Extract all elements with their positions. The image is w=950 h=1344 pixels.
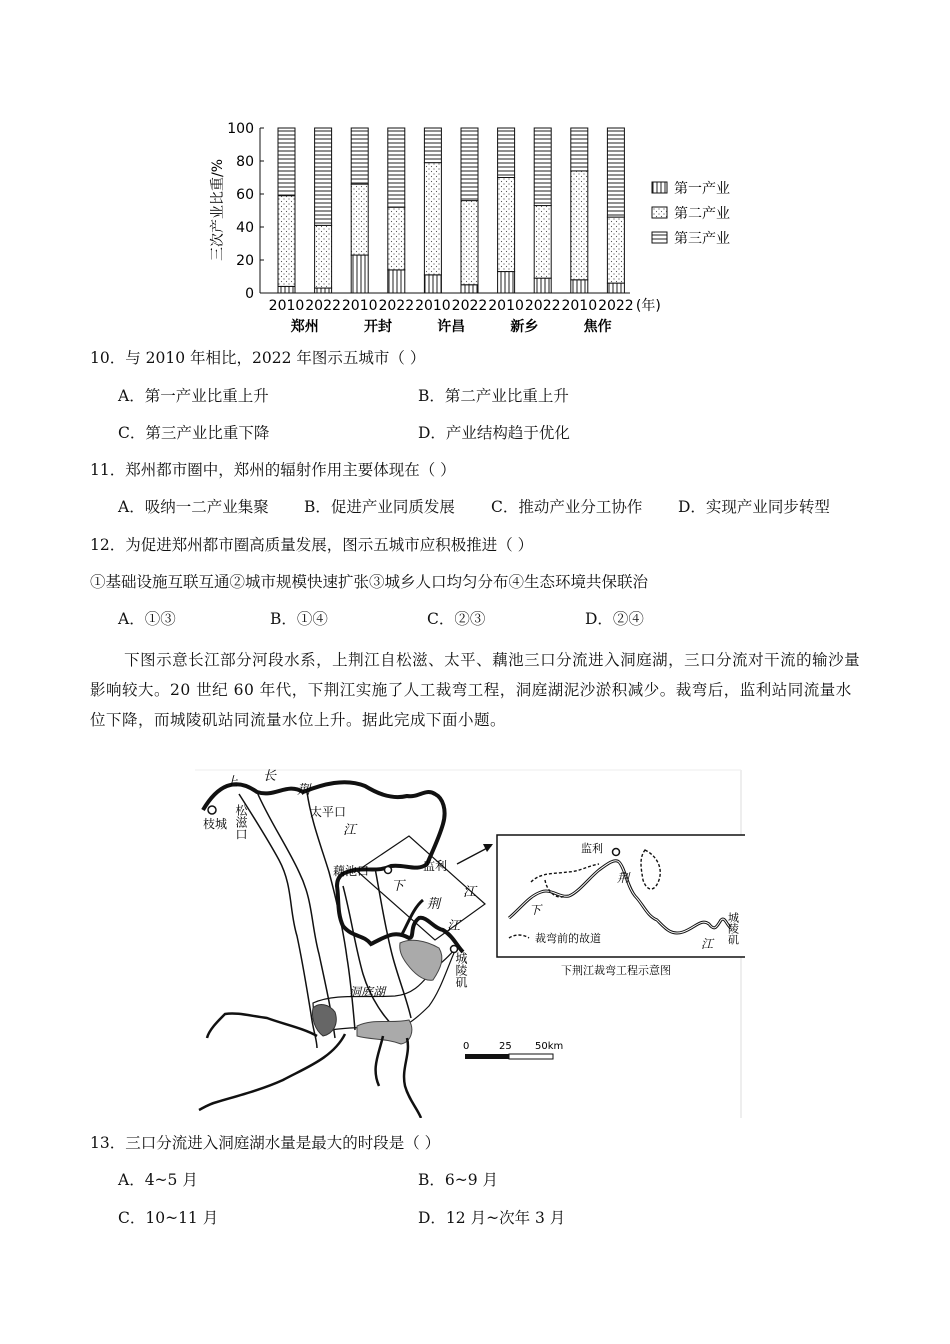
map-label-xia: 下 — [391, 879, 405, 894]
x-tick-label: 2022 — [451, 298, 488, 314]
industry-structure-chart — [200, 110, 760, 340]
legend-label: 第三产业 — [674, 231, 730, 247]
x-tick-label: 2022 — [598, 298, 634, 314]
map-label-dongtinghu: 洞庭湖 — [349, 985, 386, 999]
bar-segment — [461, 201, 478, 285]
inset-label-jiang: 江 — [701, 937, 714, 951]
x-tick-label: 2010 — [268, 298, 305, 314]
y-tick-label: 20 — [236, 253, 254, 269]
scale-tick-0: 0 — [463, 1041, 470, 1052]
bar-segment — [351, 255, 368, 293]
x-tick-label: 2022 — [524, 298, 561, 314]
inset-legend-old-channel: 裁弯前的故道 — [535, 932, 601, 945]
q11-option-b: B．促进产业同质发展 — [304, 498, 455, 516]
q10-option-d: D．产业结构趋于优化 — [418, 424, 570, 442]
map-label-taipingkou: 太平口 — [310, 805, 347, 819]
bar-segment — [424, 163, 441, 275]
map-label-jiang-lower: 江 — [463, 885, 477, 900]
q10-option-a: A．第一产业比重上升 — [118, 387, 269, 405]
question-10-stem: 10．与 2010 年相比，2022 年图示五城市（ ） — [90, 349, 426, 367]
legend-swatch — [652, 182, 667, 193]
bar-segment — [388, 207, 405, 270]
city-label: 焦作 — [583, 319, 612, 335]
inset-label-chenglingji: 城陵矶 — [726, 912, 740, 945]
map-label-jing-upper: 荆 — [297, 783, 311, 798]
map-label-jiang-upper: 江 — [343, 823, 357, 838]
legend-label: 第二产业 — [674, 206, 730, 222]
bar-segment — [461, 128, 478, 201]
q12-option-d: D．②④ — [585, 610, 644, 628]
question-12-stem: 12．为促进郑州都市圈高质量发展，图示五城市应积极推进（ ） — [90, 536, 534, 554]
inset-title: 下荆江裁弯工程示意图 — [561, 964, 671, 977]
bar-segment — [278, 286, 295, 293]
y-tick-label: 60 — [236, 187, 254, 203]
q13-option-a: A．4~5 月 — [118, 1171, 198, 1189]
passage: 下图示意长江部分河段水系，上荆江自松滋、太平、藕池三口分流进入洞庭湖，三口分流对干流的输沙量影响较大。20 世纪 60 年代，下荆江实施了人工裁弯工程，洞庭湖泥沙淤积减少。裁弯后，监利站同流量水位下降，而城陵矶站同流量水位上升。据此完成下面小题。 — [90, 651, 861, 729]
q10-option-c: C．第三产业比重下降 — [118, 424, 270, 442]
q10-option-b: B．第二产业比重上升 — [418, 387, 569, 405]
x-tick-label: 2010 — [341, 298, 378, 314]
bar-segment — [315, 225, 332, 288]
bar-segment — [278, 196, 295, 287]
bar-segment — [461, 285, 478, 293]
legend-swatch — [652, 207, 667, 218]
scale-tick-25: 25 — [499, 1041, 512, 1052]
bar-segment — [571, 280, 588, 293]
inset-cutoff-diagram — [497, 835, 745, 977]
yangtze-jingjiang-map — [195, 768, 745, 1118]
bar-segment — [424, 275, 441, 293]
map-label-jing-lower: 荆 — [427, 897, 441, 912]
bar-segment — [571, 171, 588, 280]
legend-label: 第一产业 — [674, 181, 730, 197]
inset-label-jing: 荆 — [617, 871, 630, 885]
q11-option-d: D．实现产业同步转型 — [678, 498, 830, 516]
x-tick-label: 2010 — [561, 298, 598, 314]
y-tick-label: 0 — [245, 286, 254, 302]
legend-swatch — [652, 232, 667, 243]
bar-segment — [388, 128, 405, 207]
bar-segment — [607, 128, 624, 217]
y-axis-label: 三次产业比重/% — [210, 158, 226, 262]
city-label: 郑州 — [290, 319, 319, 335]
question-11-stem: 11．郑州都市圈中，郑州的辐射作用主要体现在（ ） — [90, 461, 456, 479]
x-tick-label: 2010 — [415, 298, 451, 314]
q12-statements: ①基础设施互联互通②城市规模快速扩张③城乡人口均匀分布④生态环境共保联治 — [90, 573, 649, 591]
map-label-jianli: 监利 — [423, 859, 448, 873]
map-label-chang: 长 — [263, 769, 277, 784]
question-13-stem: 13．三口分流进入洞庭湖水量是最大的时段是（ ） — [90, 1134, 441, 1152]
map-label-zhicheng: 枝城 — [203, 817, 228, 831]
x-year-unit: (年) — [635, 298, 661, 314]
q13-option-b: B．6~9 月 — [418, 1171, 499, 1189]
q11-option-c: C．推动产业分工协作 — [491, 498, 643, 516]
bar-segment — [534, 206, 551, 279]
bar-segment — [498, 272, 515, 293]
q12-option-c: C．②③ — [427, 610, 486, 628]
map-label-chenglingji: 城陵矶 — [454, 952, 468, 988]
bar-segment — [351, 184, 368, 255]
x-tick-label: 2022 — [378, 298, 415, 314]
bar-segment — [498, 128, 515, 178]
q13-option-d: D．12 月~次年 3 月 — [418, 1209, 566, 1227]
bar-segment — [534, 278, 551, 293]
inset-label-xia: 下 — [529, 903, 542, 917]
city-label: 开封 — [364, 319, 392, 335]
map-label-songzikou: 松滋口 — [234, 804, 248, 840]
bar-segment — [607, 283, 624, 293]
y-tick-label: 80 — [236, 154, 254, 170]
bar-segment — [351, 128, 368, 184]
y-tick-label: 40 — [236, 220, 254, 236]
x-tick-label: 2010 — [488, 298, 524, 314]
x-tick-label: 2022 — [305, 298, 341, 314]
q13-option-c: C．10~11 月 — [118, 1209, 219, 1227]
bar-segment — [424, 128, 441, 163]
y-tick-label: 100 — [227, 121, 254, 137]
scale-tick-50: 50km — [535, 1041, 564, 1052]
bar-segment — [315, 288, 332, 293]
bar-segment — [607, 217, 624, 283]
map-label-jiang-near-lake: 江 — [447, 919, 461, 934]
bar-segment — [315, 128, 332, 225]
map-label-ouchikou: 藕池口 — [333, 864, 370, 878]
q12-option-a: A．①③ — [118, 610, 176, 628]
bar-segment — [534, 128, 551, 206]
scale-bar — [463, 1041, 563, 1059]
inset-label-jianli: 监利 — [581, 842, 603, 855]
bar-segment — [388, 270, 405, 293]
q12-option-b: B．①④ — [270, 610, 328, 628]
city-label: 新乡 — [510, 319, 539, 335]
city-label: 许昌 — [437, 319, 466, 335]
bar-segment — [498, 178, 515, 272]
map-label-shang: 上 — [225, 775, 239, 790]
bar-segment — [278, 128, 295, 196]
q11-option-a: A．吸纳一二产业集聚 — [118, 498, 269, 516]
bar-segment — [571, 128, 588, 171]
